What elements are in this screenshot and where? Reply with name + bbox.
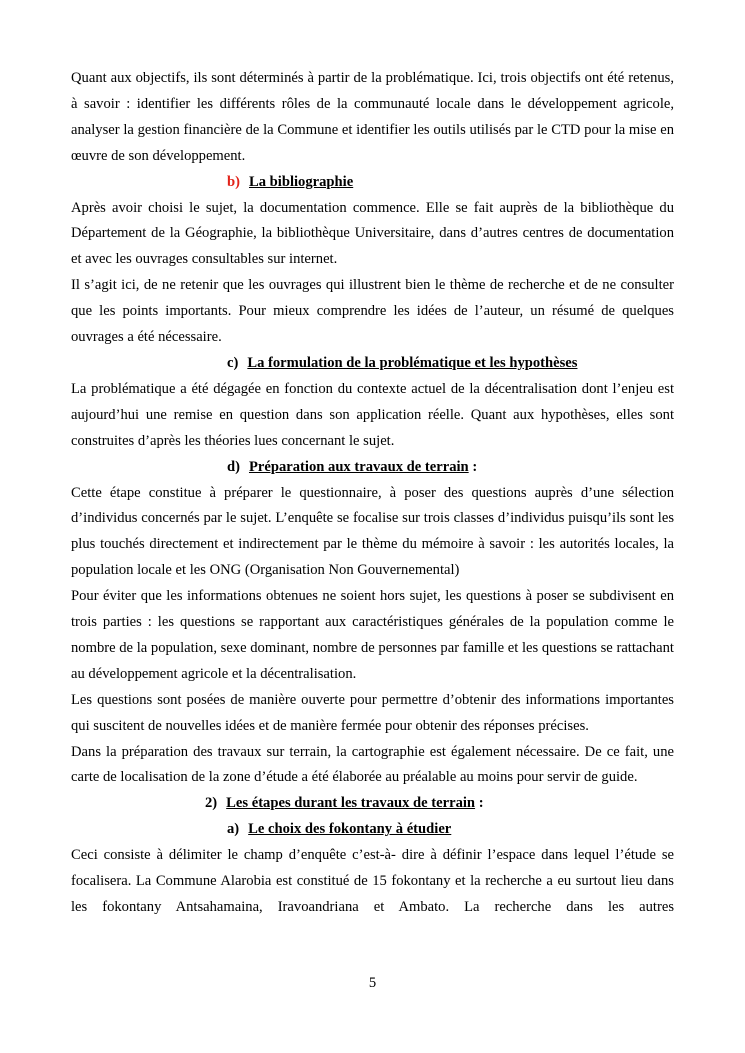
heading-number: 2): [205, 795, 218, 812]
heading-etapes-terrain: [71, 791, 674, 817]
paragraph-objectives: Quant aux objectifs, ils sont déterminés à partir de la problématique. Ici, trois objectifs ont été retenus, à savoir : identifier les différents rôles de la communauté locale dans le développement agricole, analyser la gestion financière de la Commune et identifier les outils utilisés par le CTD pour la mise en œuvre de son développement.: [71, 70, 674, 164]
heading-bibliographie: [71, 170, 674, 196]
heading-title: La bibliographie: [248, 173, 354, 190]
heading-title: Les étapes durant les travaux de terrain: [226, 795, 476, 812]
paragraph-questions-parties: Pour éviter que les informations obtenues ne soient hors sujet, les questions à poser se subdivisent en trois parties : les questions se rapportant aux caractéristiques générales de la population comme le nombre de la population, sexe dominant, nombre de personnes par famille et les questions se rattachant au développement agricole et la décentralisation.: [71, 588, 674, 682]
page-number: 5: [368, 975, 377, 991]
heading-preparation: [71, 455, 674, 481]
heading-problematique: [71, 351, 674, 377]
paragraph-problematique: La problématique a été dégagée en fonction du contexte actuel de la décentralisation dont l’enjeu est aujourd’hui une remise en question dans son application réelle. Quant aux hypothèses, elles sont construites d’après les théories lues concernant le sujet.: [71, 380, 674, 449]
heading-suffix: :: [475, 795, 484, 812]
paragraph-questions-ouvertes: Les questions sont posées de manière ouverte pour permettre d’obtenir des informations importantes qui suscitent de nouvelles idées et de manière fermée pour obtenir des réponses précises.: [71, 691, 674, 734]
heading-number: b): [227, 173, 240, 190]
paragraph-documentation: Après avoir choisi le sujet, la documentation commence. Elle se fait auprès de la bibliothèque du Département de la Géographie, la bibliothèque Universitaire, dans d’autres centres de documentation et avec les ouvrages consultables sur internet.: [71, 199, 674, 268]
heading-number: d): [227, 458, 240, 475]
heading-title: Préparation aux travaux de terrain: [248, 458, 469, 475]
heading-number: a): [227, 821, 240, 838]
heading-title: Le choix des fokontany à étudier: [248, 821, 452, 838]
heading-title: La formulation de la problématique et les hypothèses: [247, 354, 578, 371]
paragraph-cartographie: Dans la préparation des travaux sur terrain, la cartographie est également nécessaire. De ce fait, une carte de localisation de la zone d’étude a été élaborée au préalable au moins pour servir de guide.: [71, 743, 674, 786]
heading-suffix: :: [468, 458, 478, 475]
document-body: [71, 66, 674, 921]
paragraph-ouvrages: Il s’agit ici, de ne retenir que les ouvrages qui illustrent bien le thème de recherche et de ne consulter que les points importants. Pour mieux comprendre les idées de l’auteur, un résumé de quelques ouvrages a été nécessaire.: [71, 277, 674, 346]
paragraph-fokontany: Ceci consiste à délimiter le champ d’enquête c’est-à- dire à définir l’espace dans lequel l’étude se focalisera. La Commune Alarobia est constitué de 15 fokontany et la recherche a eu surtout lieu dans les fokontany Antsahamaina, Iravoandriana et Ambato. La recherche dans les autres: [71, 847, 674, 915]
paragraph-questionnaire: Cette étape constitue à préparer le questionnaire, à poser des questions auprès d’une sélection d’individus concernés par le sujet. L’enquête se focalise sur trois classes d’individus puisqu’ils sont les plus touchés directement et indirectement par le thème du mémoire à savoir : les autorités locales, la population locale et les ONG (Organisation Non Gouvernemental): [71, 484, 674, 579]
heading-choix-fokontany: [71, 817, 674, 843]
heading-number: c): [227, 354, 239, 371]
